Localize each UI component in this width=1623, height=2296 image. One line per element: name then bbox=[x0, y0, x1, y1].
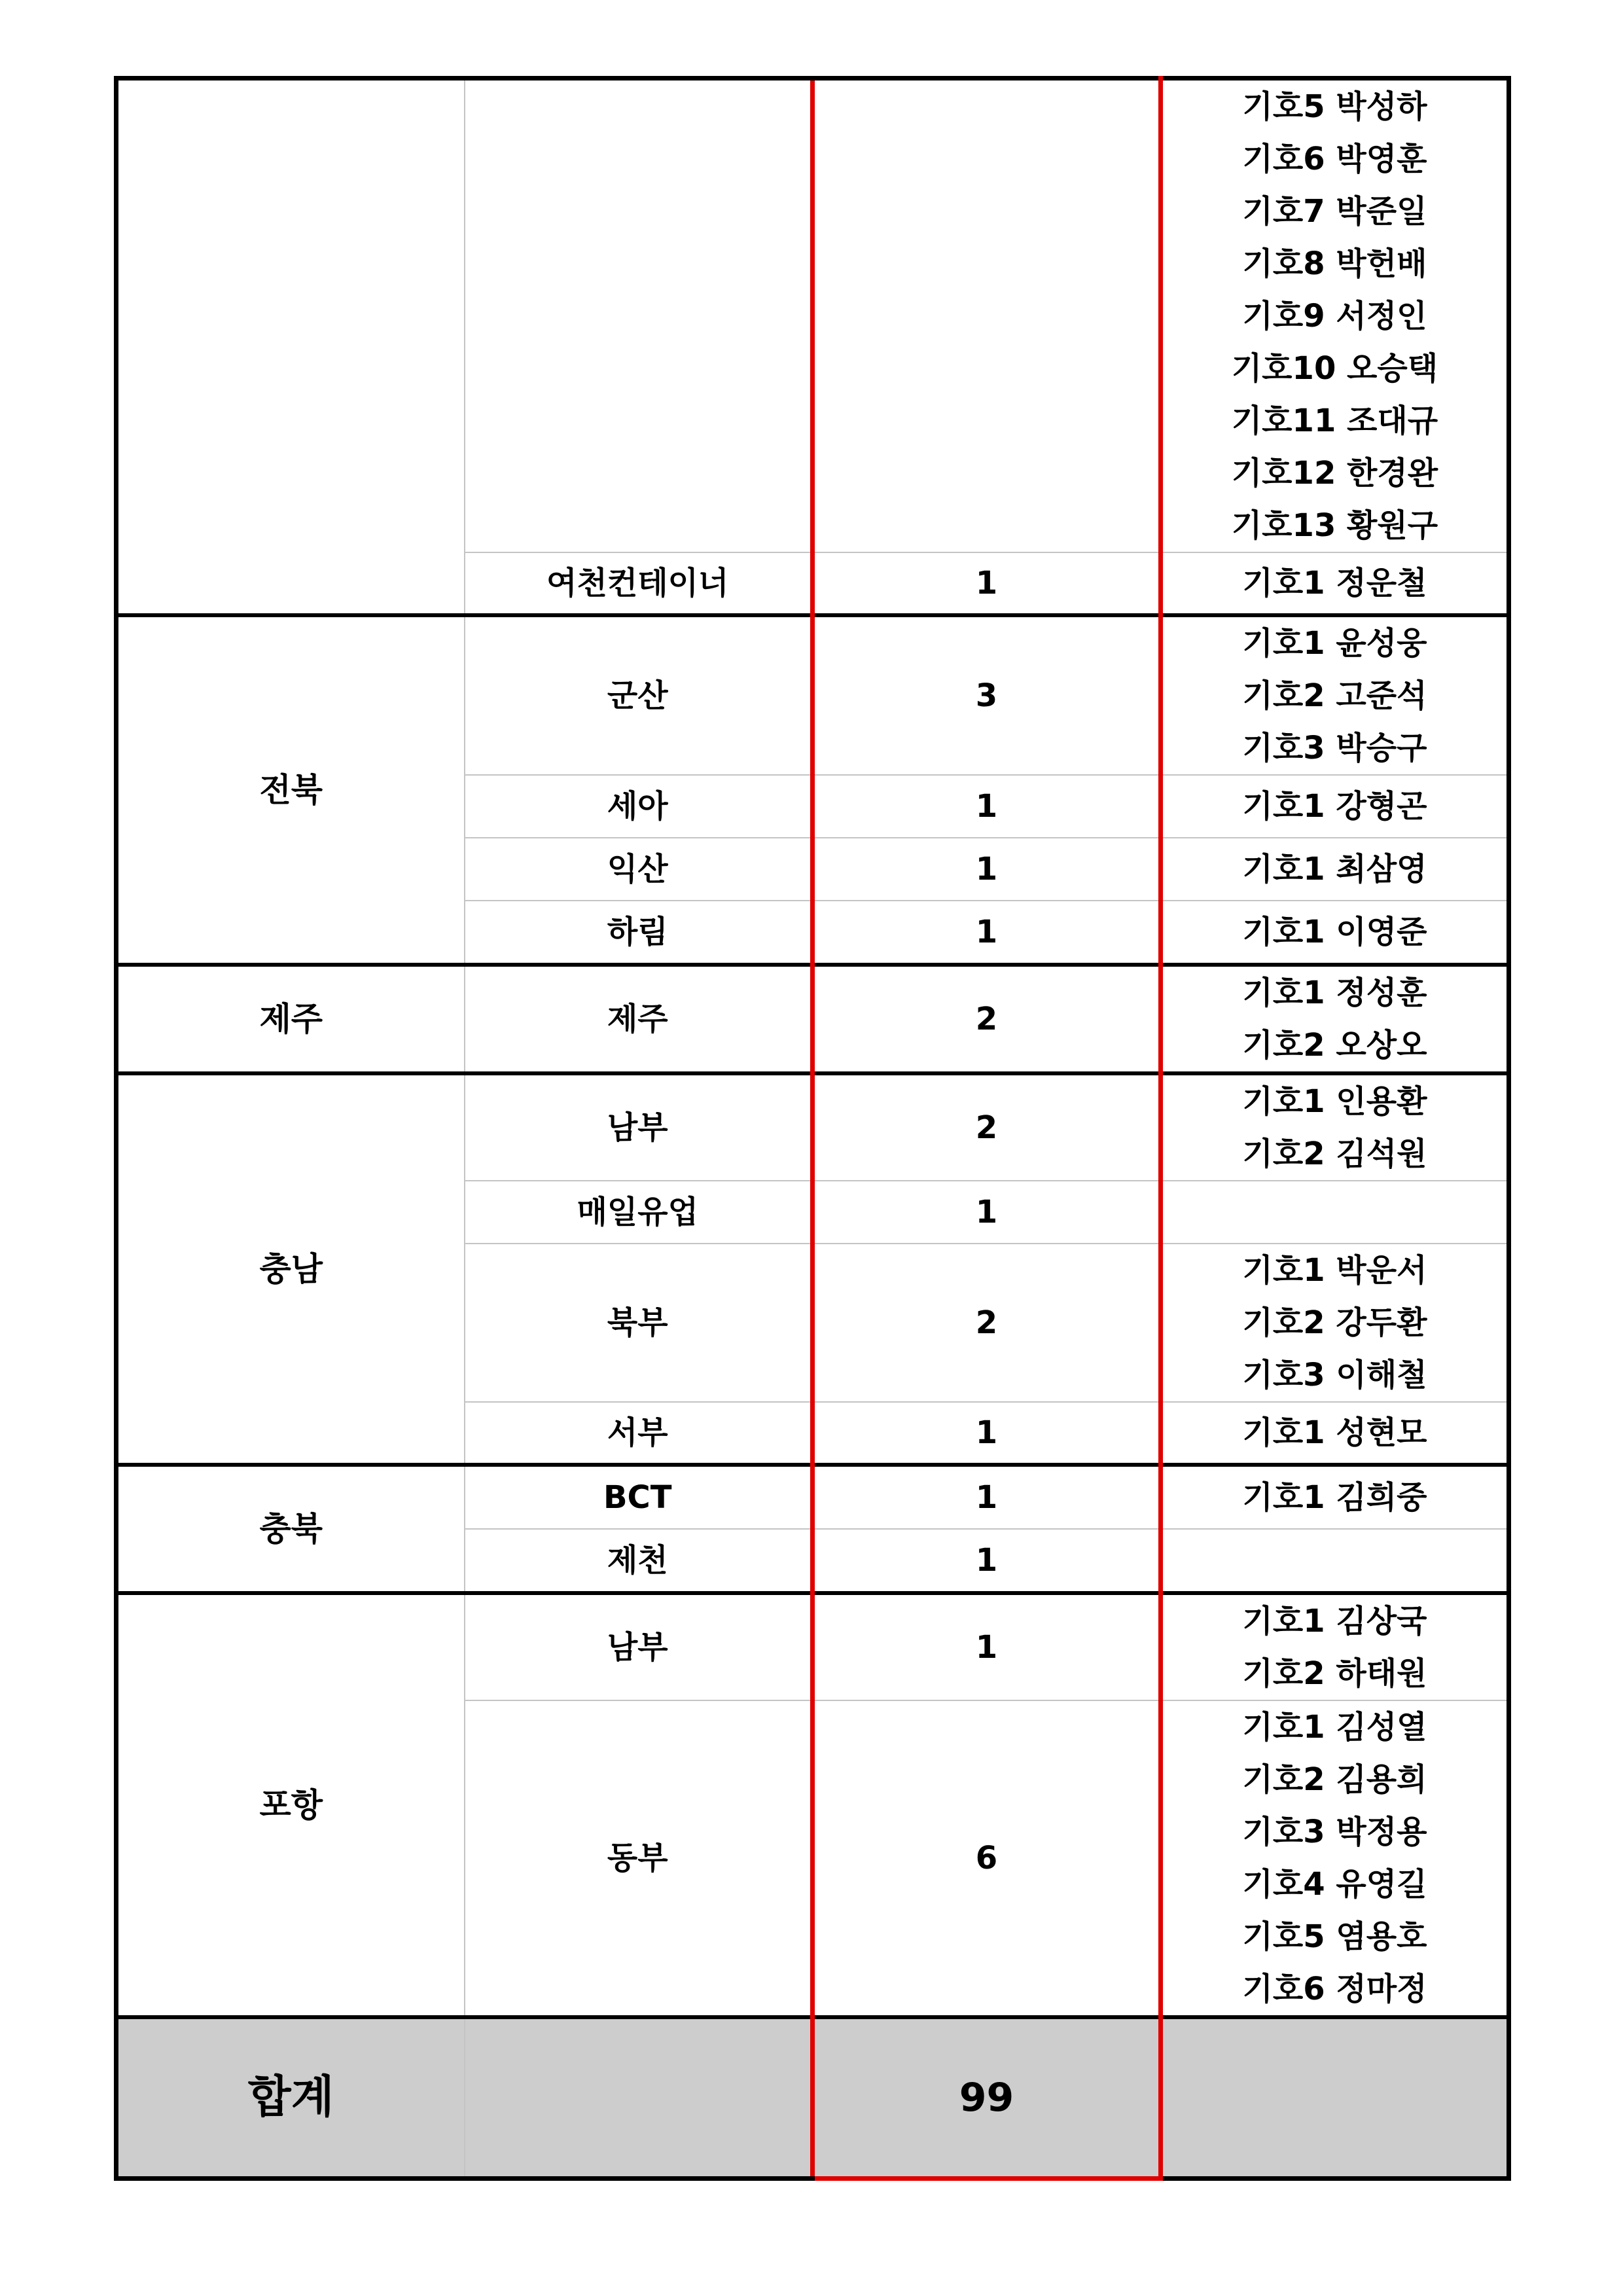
total-row bbox=[116, 2017, 1509, 2179]
candidate-name: 기호5 염용호 bbox=[1242, 1918, 1427, 1955]
candidate-name: 기호10 오승택 bbox=[1231, 350, 1438, 387]
count-cell: 1 bbox=[813, 775, 1161, 838]
region-cell: 제주 bbox=[116, 965, 465, 1073]
candidate-name: 기호5 박성하 bbox=[1242, 88, 1427, 125]
branch-cell: 동부 bbox=[465, 1700, 813, 2017]
table-row bbox=[116, 615, 1509, 775]
count-cell: 1 bbox=[813, 1593, 1161, 1700]
candidate-name: 기호3 박정용 bbox=[1242, 1814, 1427, 1850]
candidate-name: 기호12 한경완 bbox=[1231, 455, 1438, 492]
branch-cell: 남부 bbox=[465, 1593, 813, 1700]
candidate-cell bbox=[1161, 1593, 1509, 1700]
candidate-cell bbox=[1161, 615, 1509, 775]
table-row bbox=[116, 79, 1509, 553]
count-cell: 2 bbox=[813, 965, 1161, 1073]
candidate-name: 기호3 이해철 bbox=[1242, 1357, 1427, 1393]
candidate-name: 기호6 박영훈 bbox=[1242, 141, 1427, 177]
candidate-name: 기호2 김용희 bbox=[1242, 1761, 1427, 1798]
candidate-cell bbox=[1161, 901, 1509, 965]
branch-cell: 남부 bbox=[465, 1073, 813, 1181]
branch-cell: 매일유업 bbox=[465, 1181, 813, 1244]
candidate-name: 기호1 성현모 bbox=[1242, 1414, 1427, 1451]
candidate-cell bbox=[1161, 775, 1509, 838]
branch-cell: 하림 bbox=[465, 901, 813, 965]
count-cell: 6 bbox=[813, 1700, 1161, 2017]
election-table bbox=[114, 76, 1511, 2181]
candidate-name: 기호4 유영길 bbox=[1242, 1866, 1427, 1903]
candidate-cell bbox=[1161, 1244, 1509, 1402]
branch-cell: 서부 bbox=[465, 1402, 813, 1465]
candidate-name: 기호9 서정인 bbox=[1242, 298, 1427, 334]
candidate-cell bbox=[1161, 838, 1509, 901]
total-branch-cell bbox=[465, 2017, 813, 2179]
candidate-cell bbox=[1161, 1073, 1509, 1181]
candidate-cell bbox=[1161, 1700, 1509, 2017]
region-cell: 충북 bbox=[116, 1465, 465, 1593]
candidate-name: 기호1 이영준 bbox=[1242, 914, 1427, 950]
table-row bbox=[116, 1593, 1509, 1700]
candidate-name: 기호1 윤성웅 bbox=[1242, 625, 1427, 662]
table-row bbox=[116, 1073, 1509, 1181]
candidate-cell bbox=[1161, 965, 1509, 1073]
region-cell: 포항 bbox=[116, 1593, 465, 2017]
region-cell: 충남 bbox=[116, 1073, 465, 1465]
candidate-name: 기호1 인용환 bbox=[1242, 1083, 1427, 1120]
count-cell: 1 bbox=[813, 552, 1161, 615]
region-cell-continued bbox=[116, 79, 465, 616]
candidate-name: 기호7 박준일 bbox=[1242, 193, 1427, 230]
branch-cell: 북부 bbox=[465, 1244, 813, 1402]
candidate-name: 기호1 김성열 bbox=[1242, 1709, 1427, 1746]
branch-cell: 익산 bbox=[465, 838, 813, 901]
branch-cell bbox=[465, 79, 813, 553]
candidate-cell bbox=[1161, 1181, 1509, 1244]
candidate-name: 기호11 조대규 bbox=[1231, 403, 1438, 439]
branch-cell: 제천 bbox=[465, 1529, 813, 1593]
count-cell bbox=[813, 79, 1161, 553]
count-cell: 1 bbox=[813, 1465, 1161, 1529]
branch-cell: 세아 bbox=[465, 775, 813, 838]
candidate-name: 기호1 김희중 bbox=[1242, 1479, 1427, 1516]
count-cell: 1 bbox=[813, 1402, 1161, 1465]
branch-cell: BCT bbox=[465, 1465, 813, 1529]
candidate-cell bbox=[1161, 552, 1509, 615]
candidate-name: 기호2 김석원 bbox=[1242, 1136, 1427, 1172]
candidate-name: 기호6 정마정 bbox=[1242, 1971, 1427, 2007]
candidate-cell bbox=[1161, 1402, 1509, 1465]
count-cell: 2 bbox=[813, 1244, 1161, 1402]
count-cell: 1 bbox=[813, 901, 1161, 965]
total-label: 합계 bbox=[116, 2017, 465, 2179]
candidate-cell bbox=[1161, 1529, 1509, 1593]
candidate-name: 기호2 고준석 bbox=[1242, 677, 1427, 714]
count-cell: 1 bbox=[813, 1529, 1161, 1593]
candidate-cell bbox=[1161, 1465, 1509, 1529]
candidate-name: 기호1 정성훈 bbox=[1242, 975, 1427, 1011]
branch-cell: 제주 bbox=[465, 965, 813, 1073]
count-cell: 1 bbox=[813, 838, 1161, 901]
total-count: 99 bbox=[813, 2017, 1161, 2179]
table-row bbox=[116, 1465, 1509, 1529]
candidate-name: 기호2 강두환 bbox=[1242, 1304, 1427, 1341]
candidate-name: 기호8 박헌배 bbox=[1242, 245, 1427, 282]
count-cell: 2 bbox=[813, 1073, 1161, 1181]
region-cell: 전북 bbox=[116, 615, 465, 965]
candidate-name: 기호2 하태원 bbox=[1242, 1655, 1427, 1692]
count-cell: 3 bbox=[813, 615, 1161, 775]
candidate-name: 기호1 박운서 bbox=[1242, 1252, 1427, 1289]
candidate-name: 기호2 오상오 bbox=[1242, 1027, 1427, 1064]
candidate-name: 기호1 김상국 bbox=[1242, 1603, 1427, 1640]
count-cell: 1 bbox=[813, 1181, 1161, 1244]
candidate-name: 기호1 최삼영 bbox=[1242, 851, 1427, 888]
total-candidate-cell bbox=[1161, 2017, 1509, 2179]
table-row bbox=[116, 965, 1509, 1073]
candidate-name: 기호3 박승구 bbox=[1242, 730, 1427, 766]
candidate-name: 기호1 강형곤 bbox=[1242, 788, 1427, 825]
branch-cell: 여천컨테이너 bbox=[465, 552, 813, 615]
candidate-name: 기호13 황원구 bbox=[1231, 507, 1438, 544]
candidate-cell bbox=[1161, 79, 1509, 553]
branch-cell: 군산 bbox=[465, 615, 813, 775]
candidate-name: 기호1 정운철 bbox=[1242, 565, 1427, 601]
